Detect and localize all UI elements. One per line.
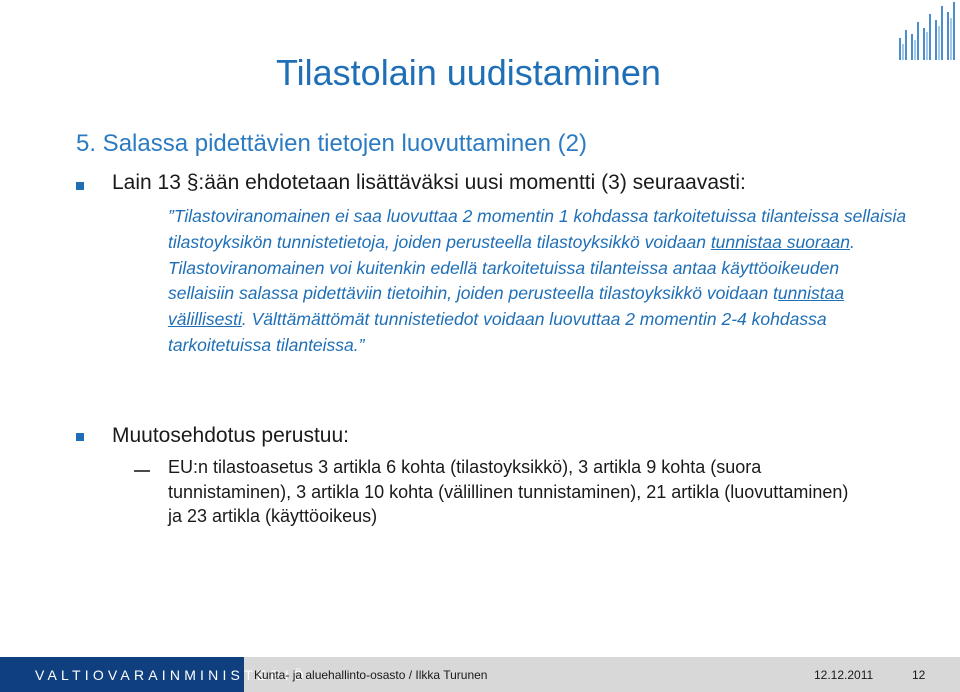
- bullet-muutosehdotus: Muutosehdotus perustuu:: [112, 424, 349, 447]
- quote-text-2: . Tilastoviranomainen voi kuitenkin edellä tarkoitetuissa tilanteissa antaa käyttöoikeuden sellaisiin salassa pidettäviin tietoihin, joiden perusteella tilastoyksikkö voidaan t: [168, 231, 855, 304]
- quote-text-1: ”Tilastoviranomainen ei saa luovuttaa 2 momentin 1 kohdassa tarkoitetuissa tilanteissa sellaisia tilastoyksikön tunnistetietoja, joiden perusteella tilastoyksikkö voidaan: [168, 206, 907, 252]
- ministry-logo-text: VALTIOVARAINMINISTERIÖ: [35, 667, 308, 683]
- footer-page-number: 12: [912, 668, 926, 682]
- footer-department: Kunta- ja aluehallinto-osasto / Ilkka Turunen: [254, 668, 488, 682]
- quote-text-3: . Välttämättömät tunnistetiedot voidaan luovuttaa 2 momentin 2-4 kohdassa tarkoitetuissa tilanteissa.”: [168, 309, 827, 355]
- quote-link-suoraan: tunnistaa suoraan: [710, 231, 850, 252]
- decorative-bars: [840, 0, 960, 60]
- bullet-square-icon: [76, 182, 84, 190]
- bullet-square-icon: [76, 433, 84, 441]
- footer-bar: [0, 657, 960, 692]
- slide-title: Tilastolain uudistaminen: [276, 52, 661, 93]
- footer-date: 12.12.2011: [814, 668, 874, 682]
- dash-bullet-icon: [134, 470, 150, 472]
- footer-brand-band: [0, 657, 308, 692]
- quote-link-valillisesti: unnistaa välillisesti: [168, 283, 845, 330]
- quoted-amendment: [168, 204, 908, 359]
- section-heading: 5. Salassa pidettävien tietojen luovuttaminen (2): [76, 130, 587, 157]
- sub-item-references: EU:n tilastoasetus 3 artikla 6 kohta (tilastoyksikkö), 3 artikla 9 kohta (suora tunnistaminen), 3 artikla 10 kohta (välillinen tunnistaminen), 21 artikla (luovuttaminen) ja 23 artikla (käyttöoikeus): [168, 457, 849, 526]
- bullet-lain-13: Lain 13 §:ään ehdotetaan lisättäväksi uusi momentti (3) seuraavasti:: [112, 171, 746, 194]
